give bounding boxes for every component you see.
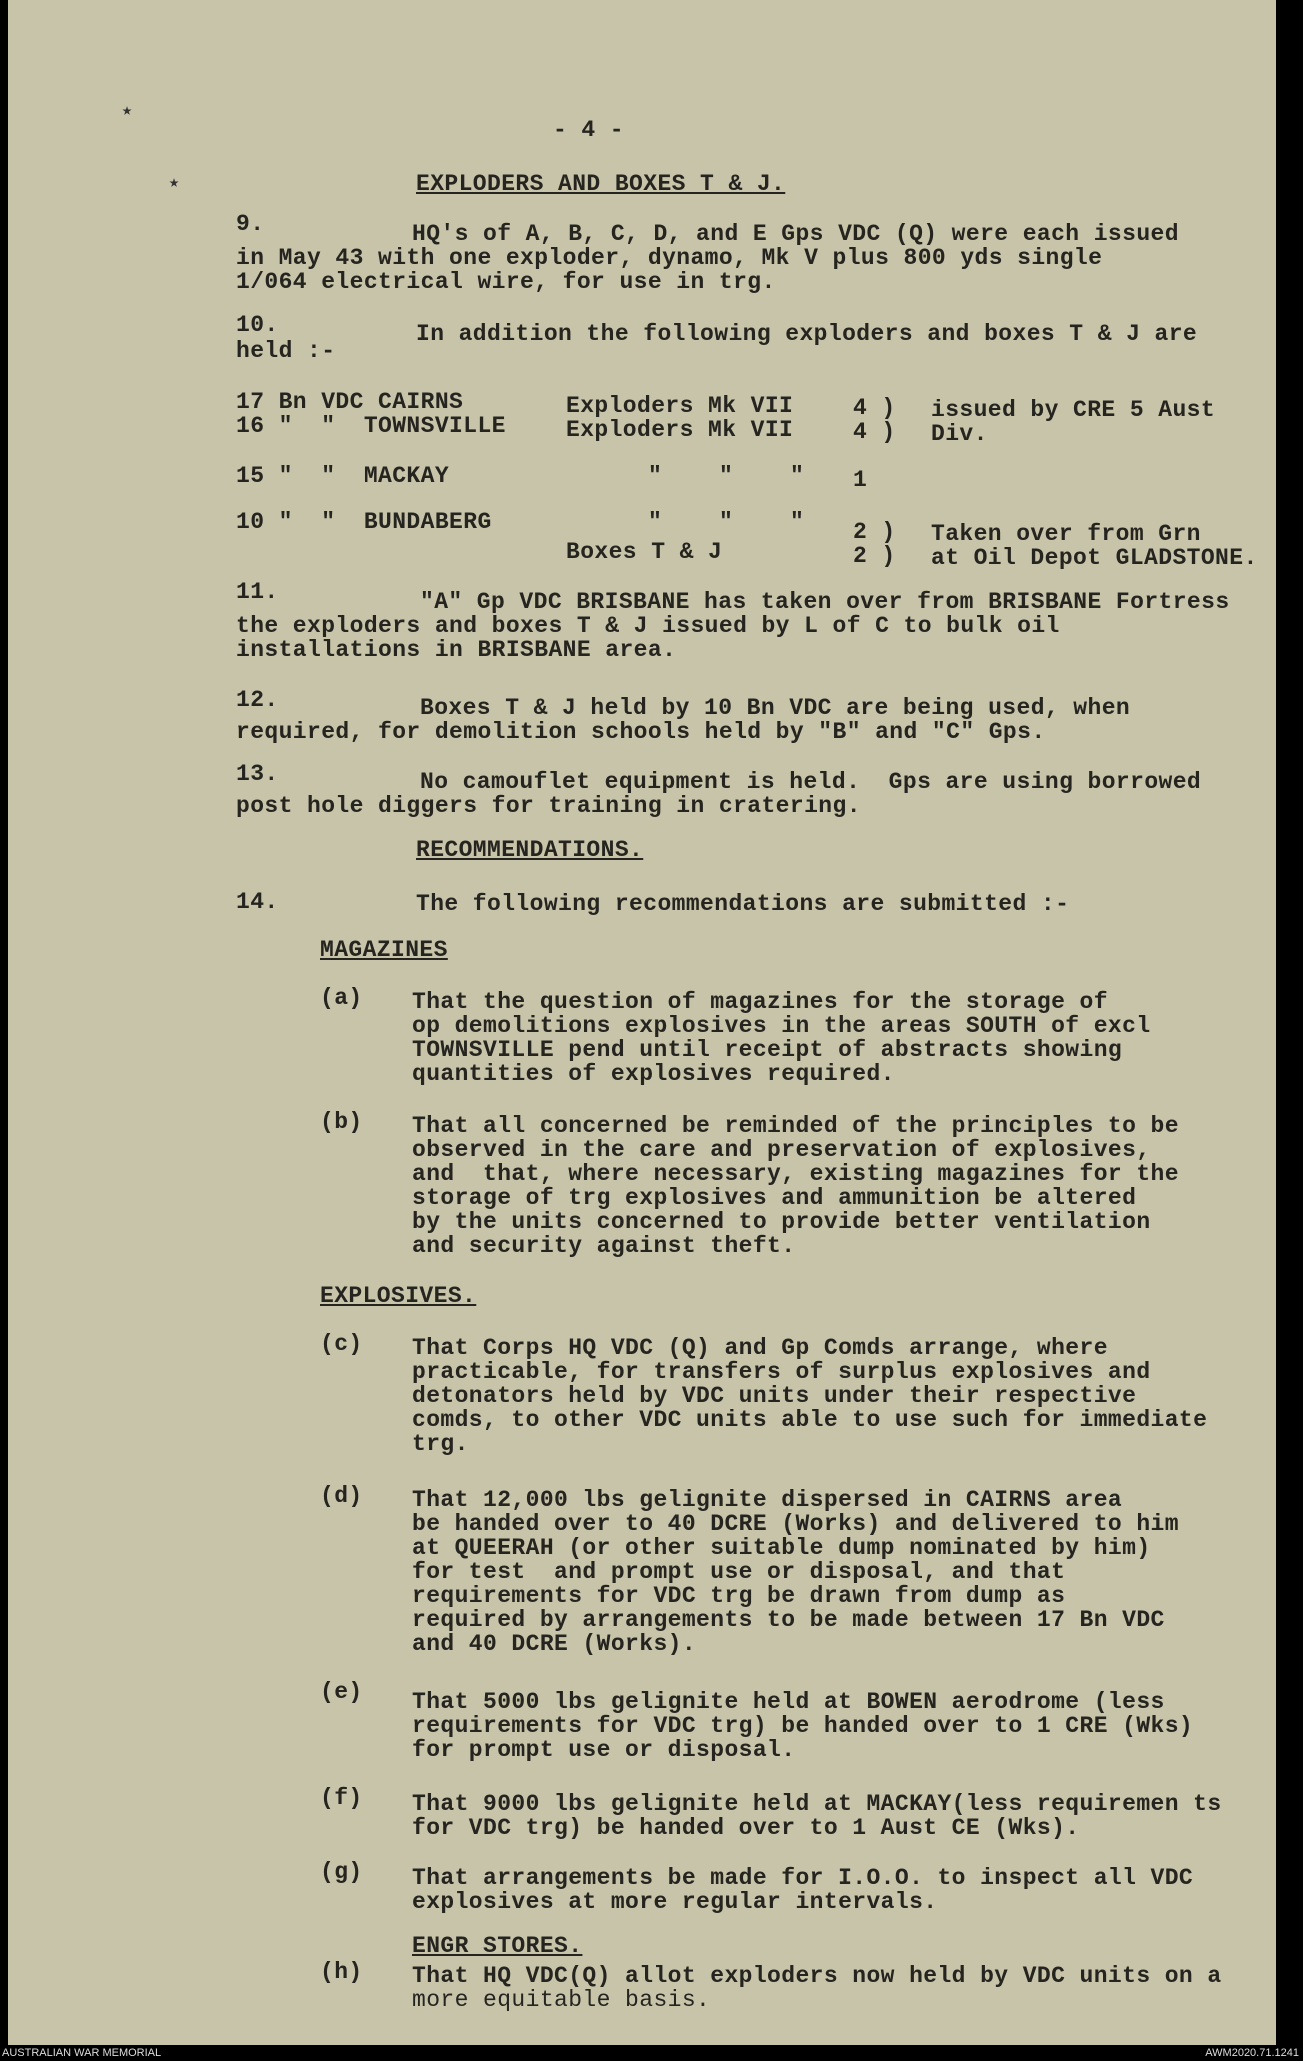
table-qty: 4 ): [853, 395, 896, 421]
item-text: be handed over to 40 DCRE (Works) and delivered to him: [412, 1511, 1179, 1537]
table-qty: 2 ): [853, 543, 896, 569]
item-text: and that, where necessary, existing magazines for the: [412, 1161, 1179, 1187]
table-note: issued by CRE 5 Aust: [931, 397, 1216, 423]
para-text: Boxes T & J held by 10 Bn VDC are being used, when: [420, 695, 1131, 721]
para-number: 10.: [236, 312, 279, 338]
para-text: in May 43 with one exploder, dynamo, Mk V plus 800 yds single: [236, 245, 1103, 271]
para-text: "A" Gp VDC BRISBANE has taken over from BRISBANE Fortress: [420, 589, 1230, 615]
table-unit: 15 " " MACKAY: [236, 463, 450, 489]
item-text: storage of trg explosives and ammunition be altered: [412, 1185, 1137, 1211]
heading-engr-stores: ENGR STORES.: [412, 1933, 583, 1959]
table-item: " " ": [648, 463, 805, 489]
footer-right: AWM2020.71.1241: [1205, 2047, 1299, 2059]
item-text: detonators held by VDC units under their respective: [412, 1383, 1137, 1409]
item-label: (g): [320, 1859, 363, 1885]
item-text: TOWNSVILLE pend until receipt of abstracts showing: [412, 1037, 1123, 1063]
table-unit: 17 Bn VDC CAIRNS: [236, 389, 464, 415]
item-text: requirements for VDC trg be drawn from dump as: [412, 1583, 1066, 1609]
page-number: - 4 -: [553, 117, 625, 143]
item-text: practicable, for transfers of surplus explosives and: [412, 1359, 1151, 1385]
para-number: 11.: [236, 579, 279, 605]
heading-magazines: MAGAZINES: [320, 937, 448, 963]
item-text: by the units concerned to provide better ventilation: [412, 1209, 1151, 1235]
item-text: comds, to other VDC units able to use such for immediate: [412, 1407, 1208, 1433]
table-item: Boxes T & J: [566, 539, 723, 565]
item-label: (e): [320, 1679, 363, 1705]
table-qty: 4 ): [853, 419, 896, 445]
table-qty: 1: [853, 467, 868, 493]
item-text: observed in the care and preservation of explosives,: [412, 1137, 1151, 1163]
item-label: (c): [320, 1331, 363, 1357]
item-label: (a): [320, 985, 363, 1011]
item-text: That 5000 lbs gelignite held at BOWEN aerodrome (less: [412, 1689, 1165, 1715]
table-item: " " ": [648, 509, 805, 535]
para-text: required, for demolition schools held by "B" and "C" Gps.: [236, 719, 1046, 745]
table-item: Exploders Mk VII: [566, 417, 794, 443]
item-text: That 12,000 lbs gelignite dispersed in CAIRNS area: [412, 1487, 1123, 1513]
para-text: the exploders and boxes T & J issued by L of C to bulk oil: [236, 613, 1060, 639]
para-text: post hole diggers for training in cratering.: [236, 793, 861, 819]
item-text: required by arrangements to be made between 17 Bn VDC: [412, 1607, 1165, 1633]
item-label: (h): [320, 1959, 363, 1985]
para-text: In addition the following exploders and boxes T & J are: [416, 321, 1198, 347]
document-page: [8, 0, 1276, 2045]
item-text: That arrangements be made for I.O.O. to inspect all VDC: [412, 1865, 1194, 1891]
para-number: 9.: [236, 211, 265, 237]
item-text: That Corps HQ VDC (Q) and Gp Comds arrange, where: [412, 1335, 1108, 1361]
item-text: trg.: [412, 1431, 469, 1457]
item-text: for test and prompt use or disposal, and that: [412, 1559, 1066, 1585]
para-number: 14.: [236, 889, 279, 915]
item-label: (d): [320, 1483, 363, 1509]
item-text: for prompt use or disposal.: [412, 1737, 796, 1763]
item-text: That the question of magazines for the storage of: [412, 989, 1108, 1015]
para-text: HQ's of A, B, C, D, and E Gps VDC (Q) were each issued: [412, 221, 1179, 247]
item-text: more equitable basis.: [412, 1987, 711, 2013]
item-label: (b): [320, 1109, 363, 1135]
heading-exploders: EXPLODERS AND BOXES T & J.: [416, 171, 786, 197]
table-note: Div.: [931, 421, 988, 447]
table-item: Exploders Mk VII: [566, 393, 794, 419]
para-text: The following recommendations are submitted :-: [416, 891, 1070, 917]
footer-left: AUSTRALIAN WAR MEMORIAL: [2, 2047, 162, 2059]
item-text: at QUEERAH (or other suitable dump nominated by him): [412, 1535, 1151, 1561]
item-text: for VDC trg) be handed over to 1 Aust CE (Wks).: [412, 1815, 1080, 1841]
heading-recommendations: RECOMMENDATIONS.: [416, 837, 644, 863]
item-text: op demolitions explosives in the areas SOUTH of excl: [412, 1013, 1151, 1039]
margin-mark: ٭: [168, 173, 181, 196]
para-text: 1/064 electrical wire, for use in trg.: [236, 269, 776, 295]
para-number: 12.: [236, 687, 279, 713]
item-text: and 40 DCRE (Works).: [412, 1631, 697, 1657]
item-text: That 9000 lbs gelignite held at MACKAY(less requiremen ts: [412, 1791, 1222, 1817]
table-qty: 2 ): [853, 519, 896, 545]
heading-explosives: EXPLOSIVES.: [320, 1283, 477, 1309]
para-text: No camouflet equipment is held. Gps are using borrowed: [420, 769, 1202, 795]
margin-mark: ٭: [121, 101, 134, 124]
para-number: 13.: [236, 761, 279, 787]
para-text: held :-: [236, 338, 336, 364]
table-unit: 16 " " TOWNSVILLE: [236, 413, 506, 439]
table-note: at Oil Depot GLADSTONE.: [931, 545, 1258, 571]
item-text: quantities of explosives required.: [412, 1061, 895, 1087]
item-label: (f): [320, 1785, 363, 1811]
item-text: That all concerned be reminded of the principles to be: [412, 1113, 1179, 1139]
item-text: requirements for VDC trg) be handed over to 1 CRE (Wks): [412, 1713, 1194, 1739]
para-text: installations in BRISBANE area.: [236, 637, 677, 663]
item-text: explosives at more regular intervals.: [412, 1889, 938, 1915]
item-text: and security against theft.: [412, 1233, 796, 1259]
item-text: That HQ VDC(Q) allot exploders now held by VDC units on a: [412, 1963, 1222, 1989]
table-note: Taken over from Grn: [931, 521, 1201, 547]
table-unit: 10 " " BUNDABERG: [236, 509, 492, 535]
